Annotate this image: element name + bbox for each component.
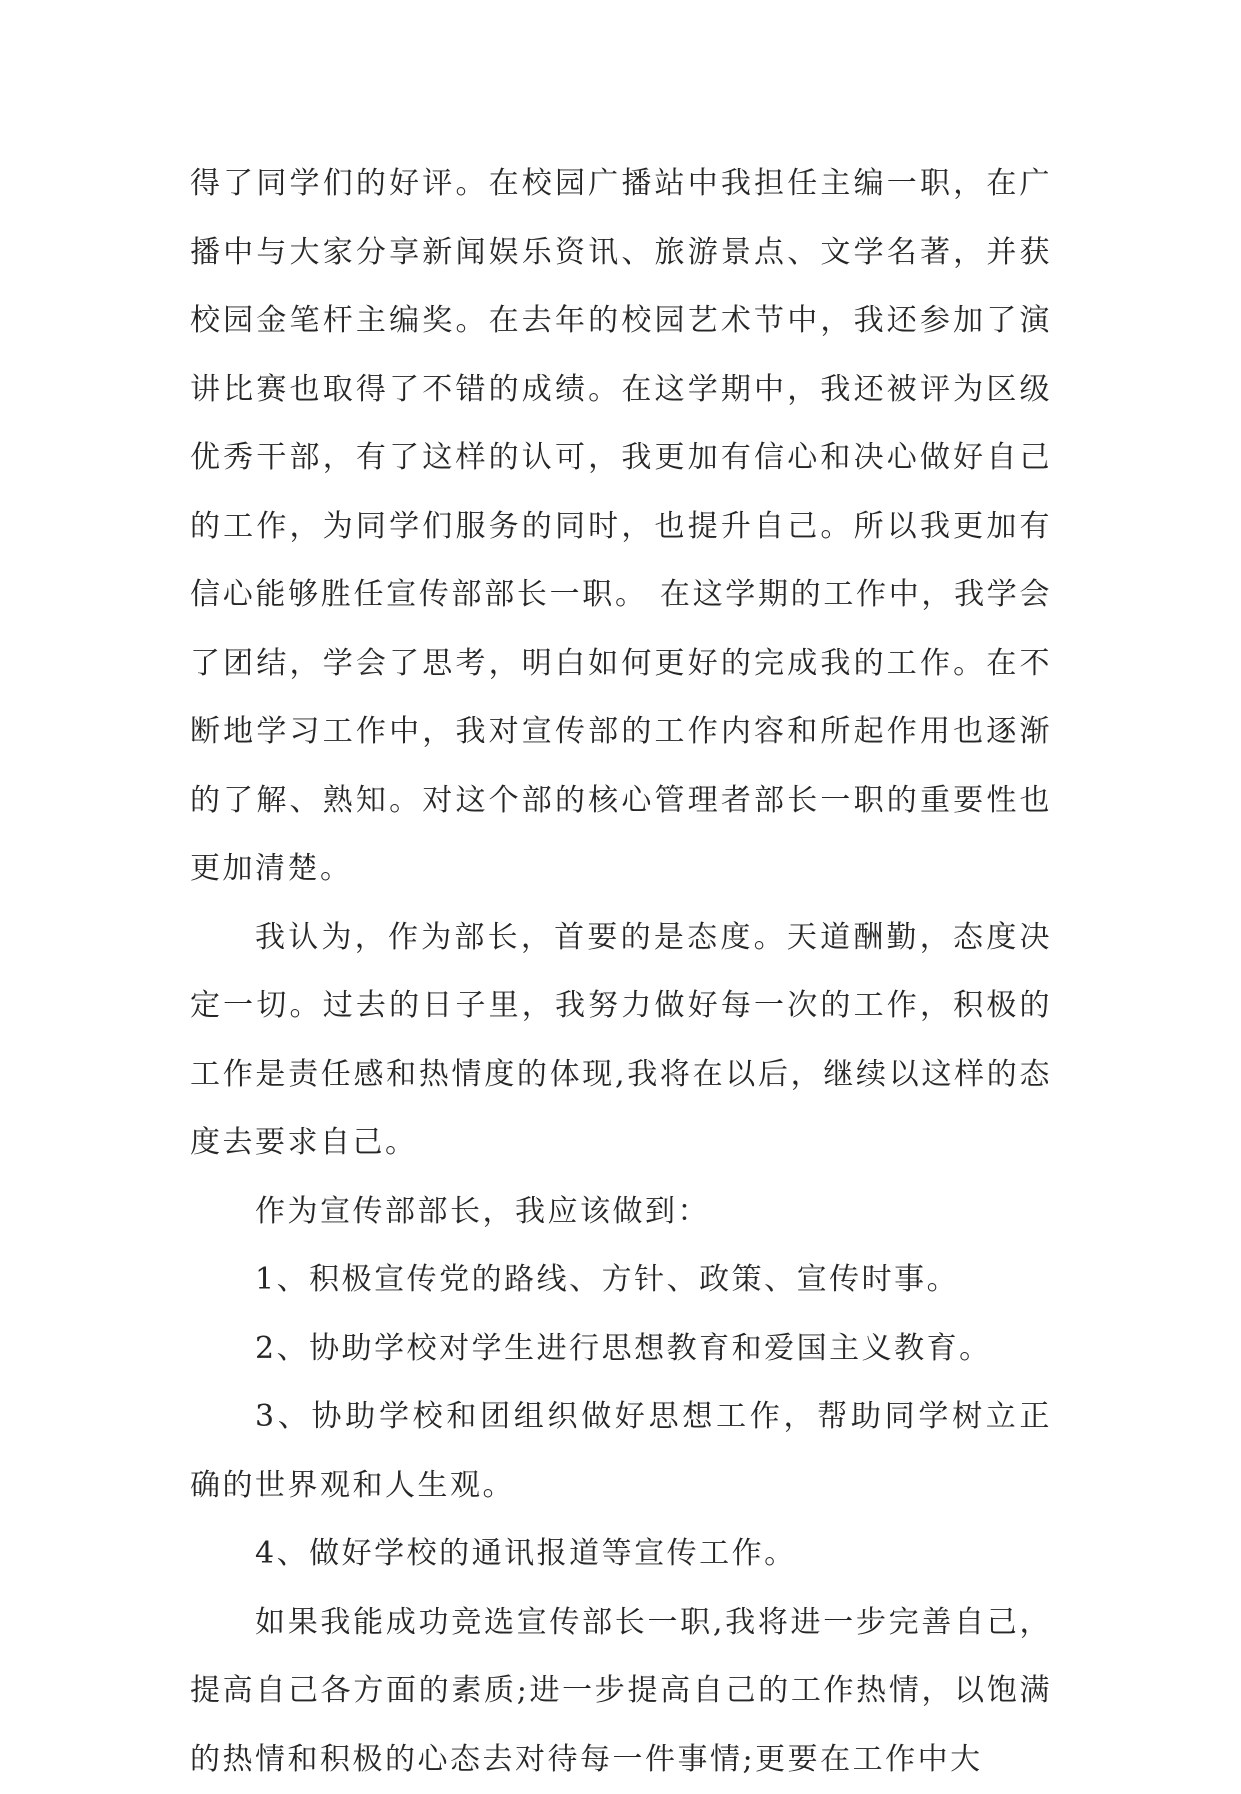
list-item-1: 1、积极宣传党的路线、方针、政策、宣传时事。 [190,1246,1052,1315]
paragraph-1: 得了同学们的好评。在校园广播站中我担任主编一职，在广播中与大家分享新闻娱乐资讯、旅游景点、文学名著，并获校园金笔杆主编奖。在去年的校园艺术节中，我还参加了演讲比赛也取得了不错的成绩。在这学期中，我还被评为区级优秀干部，有了这样的认可，我更加有信心和决心做好自己的工作，为同学们服务的同时，也提升自己。所以我更加有信心能够胜任宣传部部长一职。 在这学期的工作中，我学会了团结，学会了思考，明白如何更好的完成我的工作。在不断地学习工作中，我对宣传部的工作内容和所起作用也逐渐的了解、熟知。对这个部的核心管理者部长一职的重要性也更加清楚。 [190,150,1052,904]
list-item-2: 2、协助学校对学生进行思想教育和爱国主义教育。 [190,1315,1052,1384]
document-body [190,150,1052,1794]
paragraph-2: 我认为，作为部长，首要的是态度。天道酬勤，态度决定一切。过去的日子里，我努力做好每一次的工作，积极的工作是责任感和热情度的体现,我将在以后，继续以这样的态度去要求自己。 [190,904,1052,1178]
list-item-3: 3、协助学校和团组织做好思想工作，帮助同学树立正确的世界观和人生观。 [190,1383,1052,1520]
paragraph-4: 如果我能成功竞选宣传部长一职,我将进一步完善自己，提高自己各方面的素质;进一步提高自己的工作热情，以饱满的热情和积极的心态去对待每一件事情;更要在工作中大 [190,1589,1052,1794]
list-item-4: 4、做好学校的通讯报道等宣传工作。 [190,1520,1052,1589]
paragraph-3: 作为宣传部部长，我应该做到： [190,1178,1052,1247]
